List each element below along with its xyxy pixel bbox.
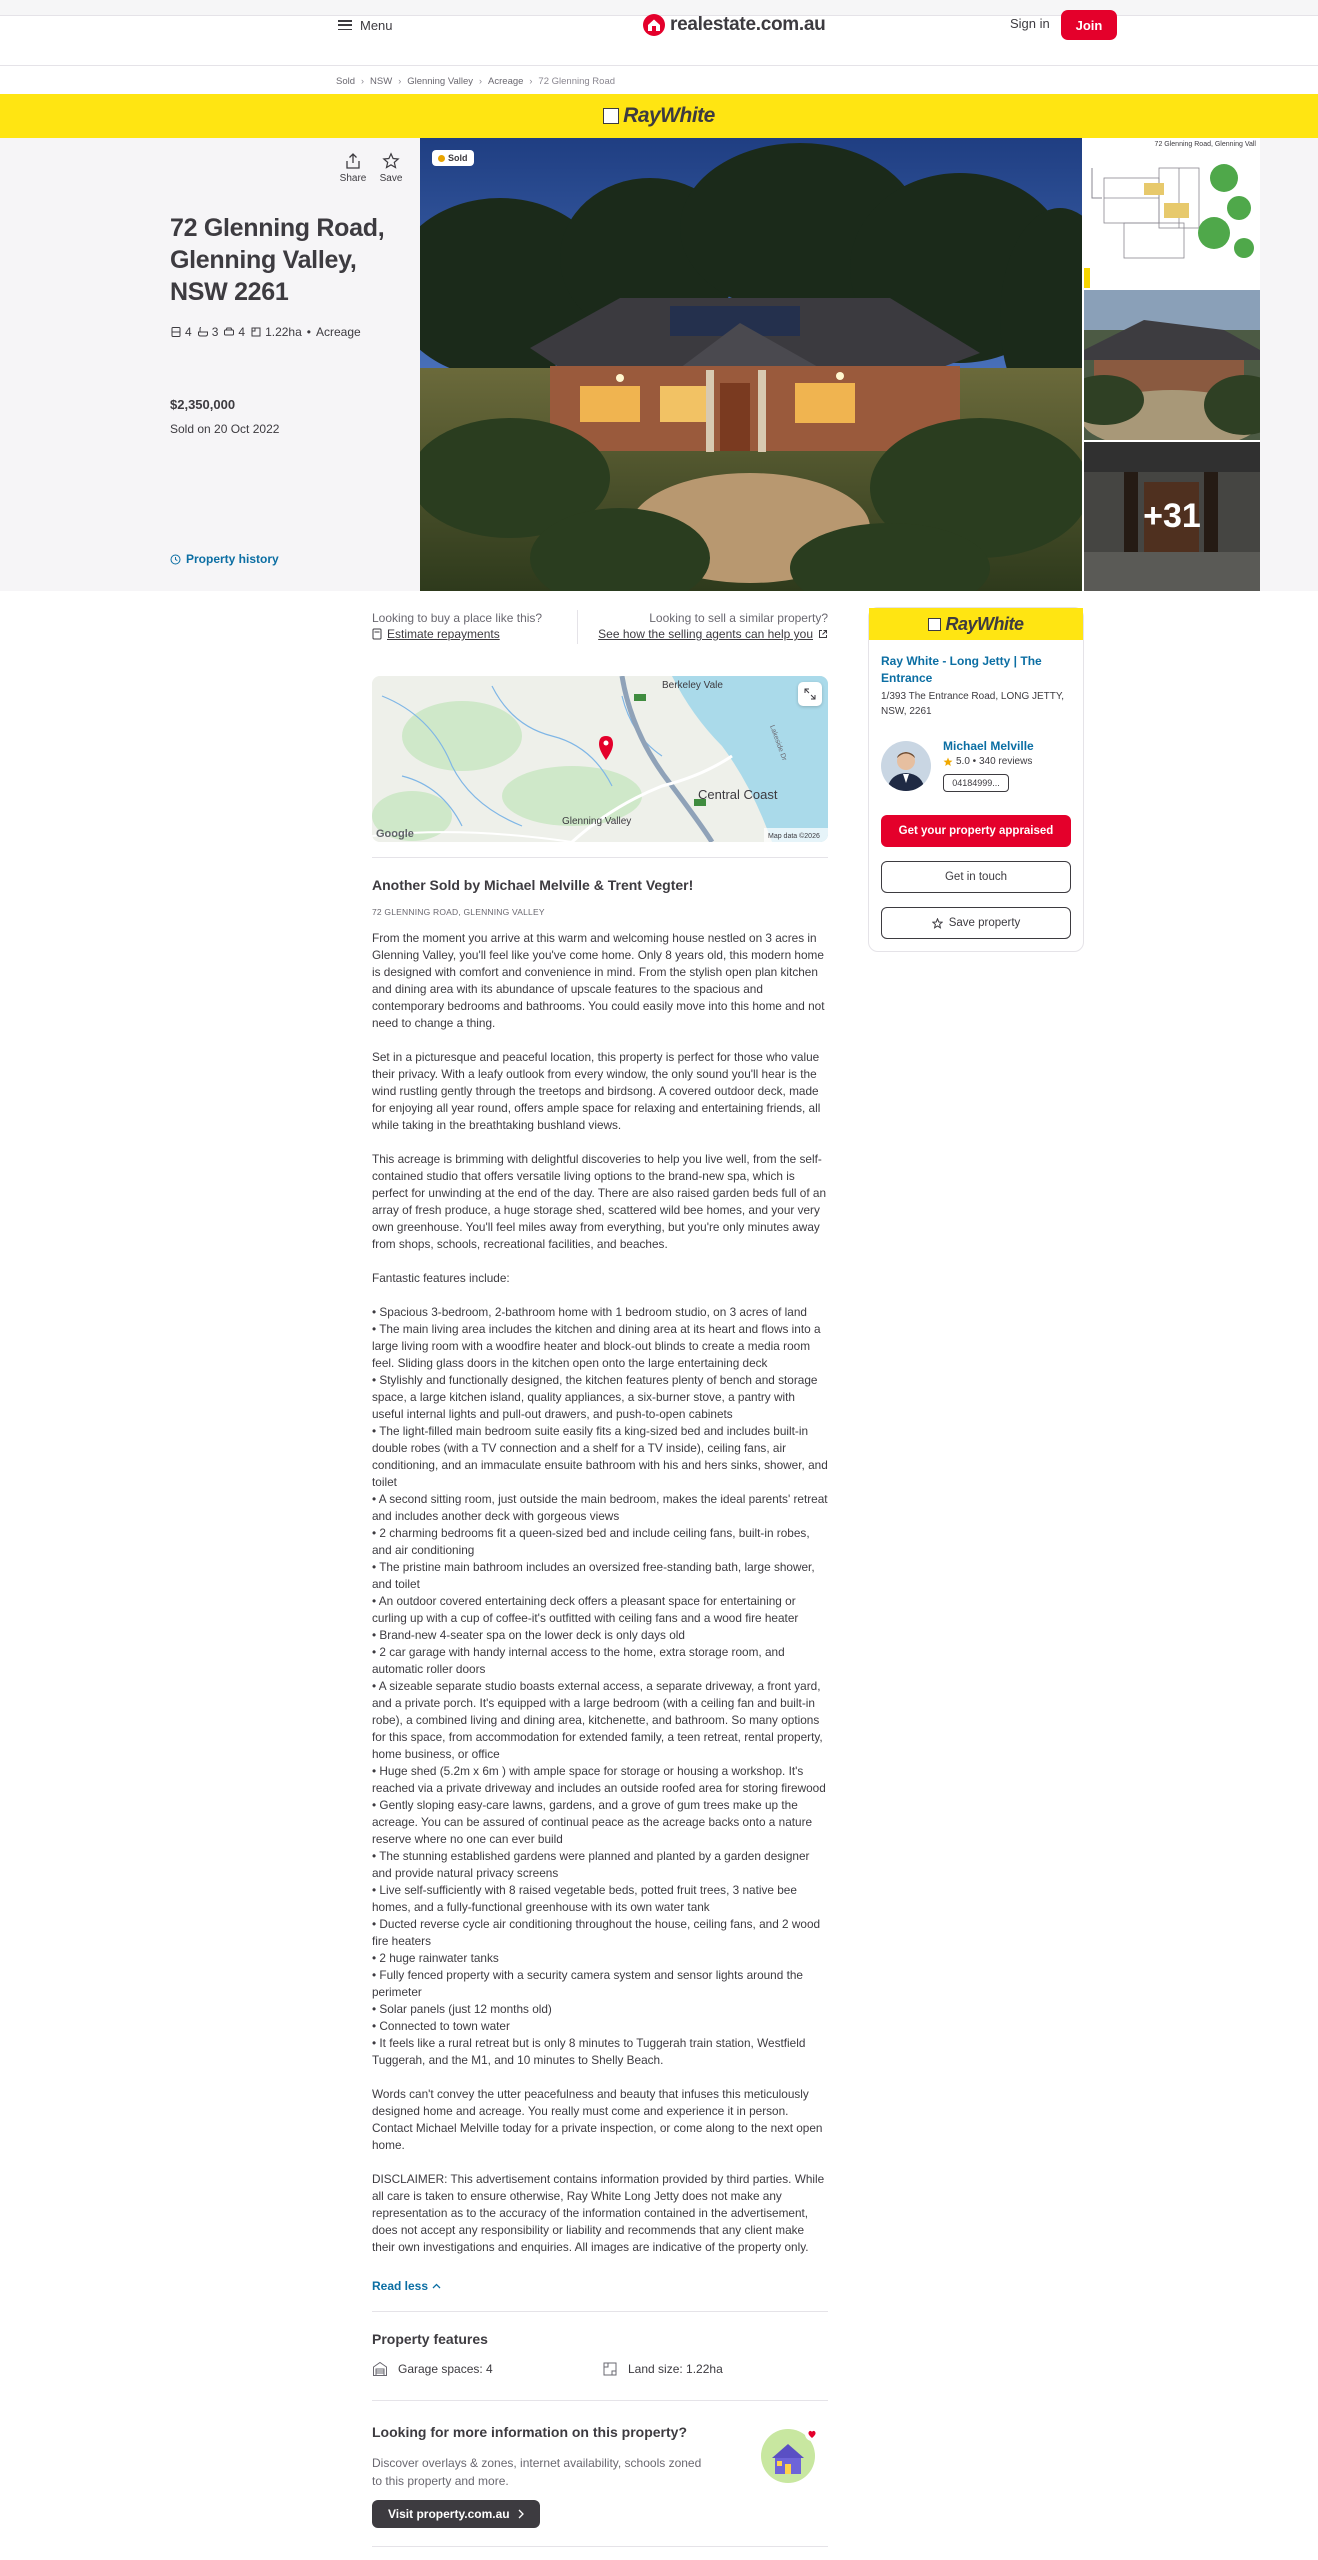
gallery-gutter	[1260, 138, 1318, 591]
get-property-appraised-button[interactable]: Get your property appraised	[881, 815, 1071, 847]
more-info-text: Discover overlays & zones, internet availability, schools zoned to this property and more.	[372, 2456, 702, 2488]
photo-thumbnail[interactable]	[1084, 290, 1260, 440]
description-disclaimer: DISCLAIMER: This advertisement contains information provided by third parties. While all care is taken to ensure otherwise, Ray White Long Jetty does not make any representation as to the accuracy of the information contained in the advertisement, does not accept any responsibility or liability and recommends that any client make their own investigations and enquiries. All images are indicative of the property only.	[372, 2172, 825, 2254]
raywhite-logo	[603, 104, 715, 128]
chevron-right-icon: ›	[361, 76, 365, 86]
agent-card-brand-header[interactable]	[869, 608, 1083, 640]
feature-bullet: • 2 huge rainwater tanks	[372, 1951, 499, 1965]
chevron-right-icon	[518, 2509, 524, 2519]
feature-bullet: • Gently sloping easy-care lawns, gardens, and a grove of gum trees make up the acreage. You can be assured of continual peace as the acreage backs onto a nature reserve where no one can ever build	[372, 1798, 813, 1846]
divider	[372, 2546, 828, 2547]
bath-icon	[197, 326, 209, 338]
star-filled-icon	[943, 757, 953, 767]
bullet-separator: •	[306, 325, 311, 339]
raywhite-logo-text: RayWhite	[623, 104, 715, 127]
feature-bullet: • The pristine main bathroom includes an oversized free-standing bath, large shower, and toilet	[372, 1560, 815, 1591]
feature-bullet: • Brand-new 4-seater spa on the lower deck is only days old	[372, 1628, 685, 1642]
breadcrumb-item[interactable]: Glenning Valley	[407, 75, 474, 87]
feature-bullet: • A sizeable separate studio boasts external access, a separate driveway, a front yard, and a private porch. It's equipped with a large bedroom (with a ceiling fan and built-in robe), a combined living and dining area, kitchenette, and bathroom. So many options for this space, from accommodation for extended family, a teen retreat, rental property, home business, or office	[372, 1679, 823, 1761]
feature-bullet: • 2 car garage with handy internal access to the home, extra storage room, and automatic roller doors	[372, 1645, 785, 1676]
floorplan-thumbnail[interactable]	[1084, 138, 1260, 288]
google-credit: Google	[376, 828, 414, 840]
sold-dot-icon	[438, 155, 445, 162]
agent-phone-button[interactable]: 04184999...	[943, 774, 1009, 792]
property-type: Acreage	[315, 325, 361, 339]
listing-summary-panel	[0, 138, 420, 591]
get-in-touch-button[interactable]: Get in touch	[881, 861, 1071, 893]
chevron-up-icon	[432, 2283, 441, 2289]
feature-bullet: • Live self-sufficiently with 8 raised vegetable beds, potted fruit trees, 3 native bee homes, and a fully-functional greenhouse with its own water tank	[372, 1883, 797, 1914]
breadcrumb-item[interactable]: Sold	[336, 75, 356, 87]
raywhite-logo-text: RayWhite	[945, 613, 1024, 634]
bathrooms-spec: 3	[197, 325, 219, 339]
feature-land-size: Land size: 1.22ha	[602, 2361, 723, 2377]
more-photos-count[interactable]: +31	[1084, 442, 1260, 591]
garage-icon	[372, 2361, 388, 2377]
land-size-icon	[602, 2361, 618, 2377]
divider	[372, 857, 828, 858]
feature-bullet: • Stylishly and functionally designed, the kitchen features plenty of bench and storage space, a large kitchen island, quality appliances, a six-burner stove, a pantry with useful internal lights and pull-out drawers, and push-to-open cabinets	[372, 1373, 818, 1421]
share-icon	[344, 152, 362, 170]
agency-brand-strip[interactable]	[0, 94, 1318, 138]
main-property-photo[interactable]	[420, 138, 1082, 591]
house-logo-icon	[642, 13, 666, 37]
feature-garage: Garage spaces: 4	[372, 2361, 493, 2377]
land-size-spec: 1.22ha	[250, 325, 302, 339]
floorplan-image	[1084, 138, 1260, 288]
more-info-title: Looking for more information on this property?	[372, 2424, 687, 2440]
logo-text: realestate.com.au	[670, 14, 826, 35]
sold-date: Sold on 20 Oct 2022	[170, 422, 280, 436]
visit-property-com-au-button[interactable]: Visit property.com.au	[372, 2500, 540, 2528]
sell-question: Looking to sell a similar property?	[649, 611, 828, 625]
agency-address: 1/393 The Entrance Road, LONG JETTY, NSW, 2261	[881, 691, 1065, 717]
description-paragraph: Fantastic features include:	[372, 1271, 510, 1285]
feature-bullet: • An outdoor covered entertaining deck offers a pleasant space for entertaining or curling up with a cup of coffee-it's outfitted with ceiling fans and a wood fire heater	[372, 1594, 799, 1625]
menu-label: Menu	[360, 17, 393, 33]
share-label: Share	[339, 173, 367, 184]
raywhite-logo	[928, 614, 1023, 635]
front-yard-photo	[1084, 290, 1260, 440]
sign-in-link[interactable]: Sign in	[1010, 16, 1050, 31]
estimate-repayments-link[interactable]: Estimate repayments	[372, 627, 500, 641]
share-button[interactable]	[337, 152, 369, 184]
description-closing: Words can't convey the utter peacefulness and beauty that infuses this meticulously designed home and acreage. You really must come and experience it in person. Contact Michael Melville today for a private inspection, or come along to the next open home.	[372, 2087, 823, 2152]
chevron-right-icon: ›	[479, 76, 483, 86]
divider	[372, 2311, 828, 2312]
join-button[interactable]: Join	[1061, 10, 1117, 40]
star-icon	[932, 918, 943, 929]
breadcrumb	[336, 74, 615, 88]
menu-button[interactable]	[338, 14, 393, 36]
bedrooms-spec: 4	[170, 325, 192, 339]
feature-bullet: • It feels like a rural retreat but is only 8 minutes to Tuggerah train station, Westfield Tuggerah, and the M1, and 10 minutes to Shelly Beach.	[372, 2036, 806, 2067]
feature-bullet: • Ducted reverse cycle air conditioning throughout the house, ceiling fans, and 2 wood fire heaters	[372, 1917, 821, 1948]
breadcrumb-item[interactable]: Acreage	[488, 75, 524, 87]
map-label-central-coast: Central Coast	[698, 787, 778, 802]
site-logo[interactable]	[642, 10, 825, 40]
chevron-right-icon: ›	[529, 76, 533, 86]
description-paragraph: This acreage is brimming with delightful discoveries to help you live well, from the self-contained studio that offers versatile living options to the brand-new spa, which is perfect for unwinding at the end of the day. There are also raised garden beds full of an array of fresh produce, a huge storage shed, scattered wild bee homes, and your very own greenhouse. You'll feel miles away from everything, but you're only minutes away from shops, schools, recreational facilities, and beaches.	[372, 1152, 827, 1251]
description-paragraph: From the moment you arrive at this warm and welcoming house nestled on 3 acres in Glenning Valley, you'll feel like you've come home. Only 8 years old, this modern home is designed with comfort and convenience in mind. From the stylish open plan kitchen and dining area with its abundance of upscale features to the spacious and contemporary bedrooms and bathrooms. You could easily move into this home and not need to change a thing.	[372, 931, 825, 1030]
map-label-glenning-valley: Glenning Valley	[562, 816, 632, 827]
description-paragraph: Set in a picturesque and peaceful location, this property is perfect for those who value their privacy. With a leafy outlook from every window, the only sound you'll hear is the wind rustling gently through the treetops and birdsong. A covered outdoor deck, made for enjoying all year round, offers ample space for relaxing and entertaining friends, all while taking in the breathtaking bushland views.	[372, 1050, 821, 1132]
star-icon	[382, 152, 400, 170]
description-body	[372, 930, 828, 2256]
car-icon	[223, 326, 235, 338]
raywhite-logo-mark-icon	[928, 618, 941, 631]
bed-icon	[170, 326, 182, 338]
agency-name-link[interactable]: Ray White - Long Jetty | The Entrance	[881, 654, 1042, 685]
description-headline: Another Sold by Michael Melville & Trent Vegter!	[372, 877, 694, 893]
feature-bullet: • 2 charming bedrooms fit a queen-sized bed and include ceiling fans, built-in robes, and air conditioning	[372, 1526, 810, 1557]
calculator-icon	[372, 628, 382, 640]
read-less-button[interactable]: Read less	[372, 2279, 441, 2293]
buy-question: Looking to buy a place like this?	[372, 611, 543, 625]
car-spaces-spec: 4	[223, 325, 245, 339]
feature-bullet: • The stunning established gardens were planned and planted by a garden designer and provide natural privacy screens	[372, 1849, 810, 1880]
listing-address: 72 Glenning Road, Glenning Valley, NSW 2261	[170, 214, 385, 306]
sold-price: $2,350,000	[170, 397, 236, 412]
description-address: 72 GLENNING ROAD, GLENNING VALLEY	[372, 907, 545, 917]
feature-bullet: • Huge shed (5.2m x 6m ) with ample space for storage or housing a workshop. It's reached via a private driveway and includes an outside roofed area for storing firewood	[372, 1764, 826, 1795]
feature-bullet: • Spacious 3-bedroom, 2-bathroom home with 1 bedroom studio, on 3 acres of land	[372, 1305, 807, 1319]
divider	[372, 2400, 828, 2401]
property-history-link[interactable]: Property history	[170, 552, 279, 566]
feature-bullet: • Connected to town water	[372, 2019, 510, 2033]
agent-avatar[interactable]	[881, 741, 931, 791]
agent-name-link[interactable]: Michael Melville	[943, 739, 1034, 753]
floorplan-caption: 72 Glenning Road, Glenning Vall	[1154, 141, 1256, 148]
feature-bullet: • Fully fenced property with a security camera system and sensor lights around the perimeter	[372, 1968, 803, 1999]
save-property-button[interactable]: Save property	[881, 907, 1071, 939]
external-link-icon	[818, 629, 828, 639]
feature-bullet: • A second sitting room, just outside the main bedroom, makes the ideal parents' retreat and includes another deck with gorgeous views	[372, 1492, 828, 1523]
property-features-title: Property features	[372, 2331, 488, 2347]
save-label: Save	[379, 173, 403, 184]
feature-bullet: • The main living area includes the kitchen and dining area at its heart and flows into a large living room with a woodfire heater and block-out blinds to create a media room feel. Sliding glass doors in the kitchen open onto the large entertaining deck	[372, 1322, 821, 1370]
raywhite-logo-mark-icon	[603, 108, 619, 124]
map-image	[372, 676, 828, 842]
map-label-berkeley-vale: Berkeley Vale	[662, 680, 723, 691]
feature-bullet: • Solar panels (just 12 months old)	[372, 2002, 552, 2016]
land-size-icon	[250, 326, 262, 338]
hamburger-icon	[338, 20, 352, 30]
selling-agents-link[interactable]: See how the selling agents can help you	[560, 627, 828, 641]
house-photo	[420, 138, 1082, 591]
house-illustration-icon	[760, 2422, 822, 2484]
expand-icon	[804, 688, 816, 700]
sold-badge: Sold	[432, 150, 474, 166]
breadcrumb-current: 72 Glenning Road	[538, 75, 616, 87]
feature-bullet: • The light-filled main bedroom suite easily fits a king-sized bed and includes built-in double robes (with a TV connection and a shelf for a TV inside), ceiling fans, air conditioning, and an immaculate ensuite bathroom with his and hers sinks, shower, and toilet	[372, 1424, 828, 1489]
location-map[interactable]	[372, 676, 828, 842]
property-specs	[170, 324, 361, 340]
agent-rating: 5.0 • 340 reviews	[943, 756, 1032, 767]
chevron-right-icon: ›	[398, 76, 402, 86]
map-expand-button[interactable]	[798, 682, 822, 706]
map-attribution: Map data ©2026	[768, 833, 820, 840]
clock-icon	[170, 554, 181, 565]
save-button[interactable]	[375, 152, 407, 184]
map-label-lakeside-dr: Lakeside Dr	[768, 724, 788, 762]
breadcrumb-item[interactable]: NSW	[370, 75, 393, 87]
